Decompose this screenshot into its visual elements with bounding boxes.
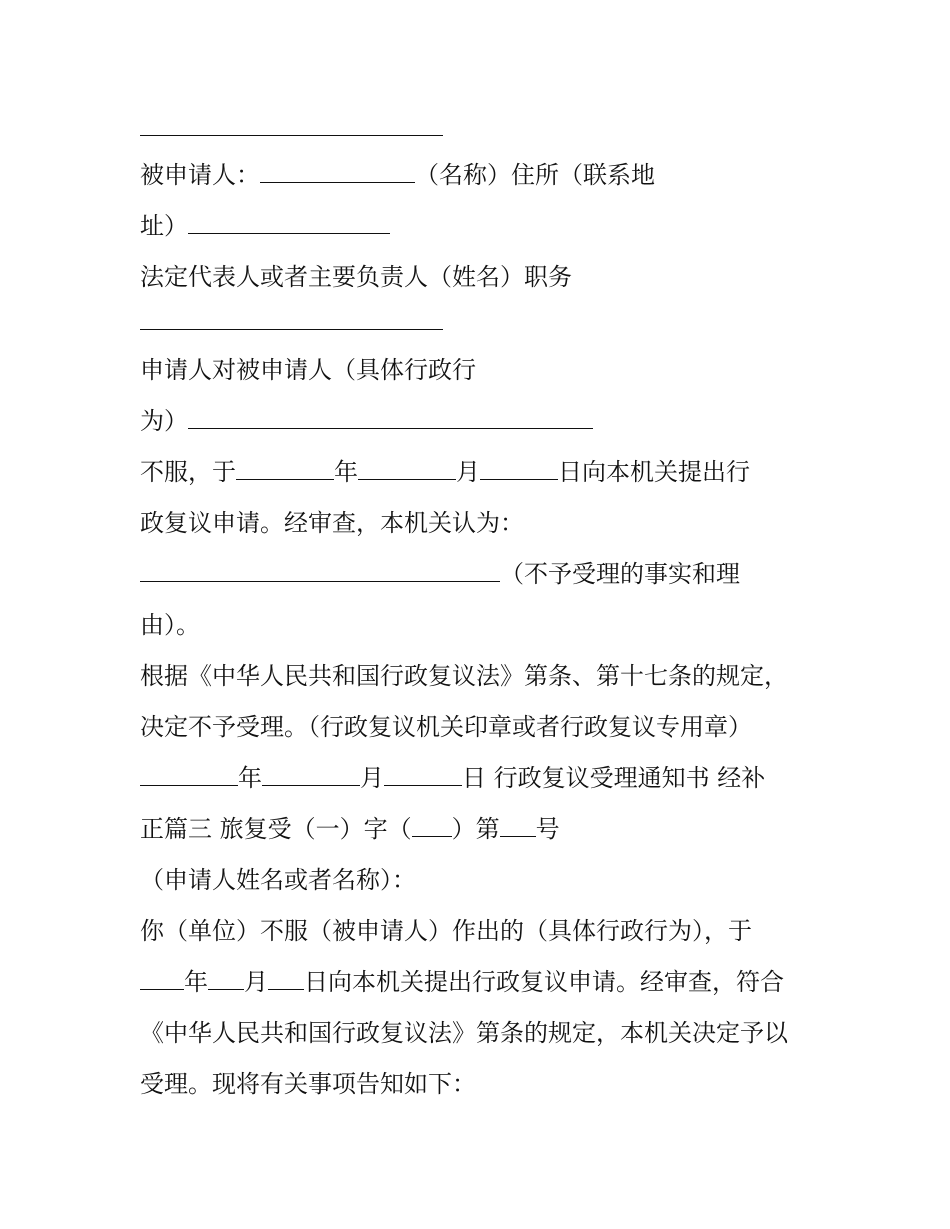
doc-line-12 [140, 661, 788, 691]
fill-blank [208, 967, 244, 990]
text-name-address: （名称）住所（联系地 [415, 161, 655, 189]
doc-line-3 [140, 211, 390, 241]
fill-blank [260, 160, 415, 183]
fill-blank [500, 814, 536, 837]
text-year: 年 [334, 458, 358, 486]
doc-line-7 [140, 406, 593, 436]
text-act-end: 为） [140, 407, 188, 435]
text-law-accept: 《中华人民共和国行政复议法》第条的规定，本机关决定予以 [140, 1019, 788, 1047]
fill-blank [236, 457, 334, 480]
text-notify: 受理。现将有关事项告知如下： [140, 1070, 476, 1098]
doc-line-9 [140, 508, 524, 538]
doc-line-17 [140, 916, 752, 946]
doc-line-19 [140, 1018, 788, 1048]
doc-line-16 [140, 865, 416, 895]
fill-blank [262, 763, 360, 786]
fill-blank [268, 967, 304, 990]
text-month: 月 [244, 968, 268, 996]
fill-blank [384, 763, 462, 786]
fill-blank [140, 763, 238, 786]
doc-line-11 [140, 610, 200, 640]
doc-line-8 [140, 457, 750, 487]
doc-line-5 [140, 307, 443, 337]
doc-line-14 [140, 763, 765, 793]
text-applicant-name: （申请人姓名或者名称）： [140, 866, 416, 894]
doc-line-4 [140, 262, 572, 292]
text-according: 根据《中华人民共和国行政复议法》第条、第十七条的规定， [140, 662, 788, 690]
text-respondent: 被申请人： [140, 161, 260, 189]
fill-blank [188, 211, 390, 234]
doc-line-15 [140, 814, 560, 844]
text-day-comply: 日向本机关提出行政复议申请。经审查，符合 [304, 968, 784, 996]
fill-blank [140, 559, 500, 582]
fill-blank [140, 967, 184, 990]
text-you-unit: 你（单位）不服（被申请人）作出的（具体行政行为），于 [140, 917, 752, 945]
doc-line-6 [140, 355, 476, 385]
text-month: 月 [456, 458, 480, 486]
text-legal-rep: 法定代表人或者主要负责人（姓名）职务 [140, 263, 572, 291]
fill-blank [358, 457, 456, 480]
text-month: 月 [360, 764, 384, 792]
text-reason: （不予受理的事实和理 [500, 560, 740, 588]
text-case-number-mid: ）第 [451, 815, 500, 843]
text-not-accept: 不服，于 [140, 458, 236, 486]
fill-blank [140, 113, 443, 136]
text-notice-title: 日 行政复议受理通知书 经补 [462, 764, 766, 792]
text-day-submit: 日向本机关提出行 [558, 458, 750, 486]
doc-line-1 [140, 113, 443, 143]
text-address-end: 址） [140, 212, 188, 240]
text-reason-end: 由）。 [140, 611, 200, 639]
fill-blank [480, 457, 558, 480]
text-case-number-end: 号 [535, 815, 560, 843]
text-review: 政复议申请。经审查，本机关认为： [140, 509, 524, 537]
doc-line-10 [140, 559, 740, 589]
text-year: 年 [184, 968, 208, 996]
fill-blank [188, 406, 593, 429]
doc-line-2 [140, 160, 655, 190]
doc-line-20 [140, 1069, 476, 1099]
text-year: 年 [238, 764, 262, 792]
fill-blank [412, 814, 452, 837]
text-applicant-vs: 申请人对被申请人（具体行政行 [140, 356, 476, 384]
doc-line-13 [140, 712, 752, 742]
fill-blank [140, 307, 443, 330]
text-decision: 决定不予受理。（行政复议机关印章或者行政复议专用章） [140, 713, 752, 741]
doc-line-18 [140, 967, 784, 997]
text-case-number: 正篇三 旅复受（一）字（ [140, 815, 412, 843]
